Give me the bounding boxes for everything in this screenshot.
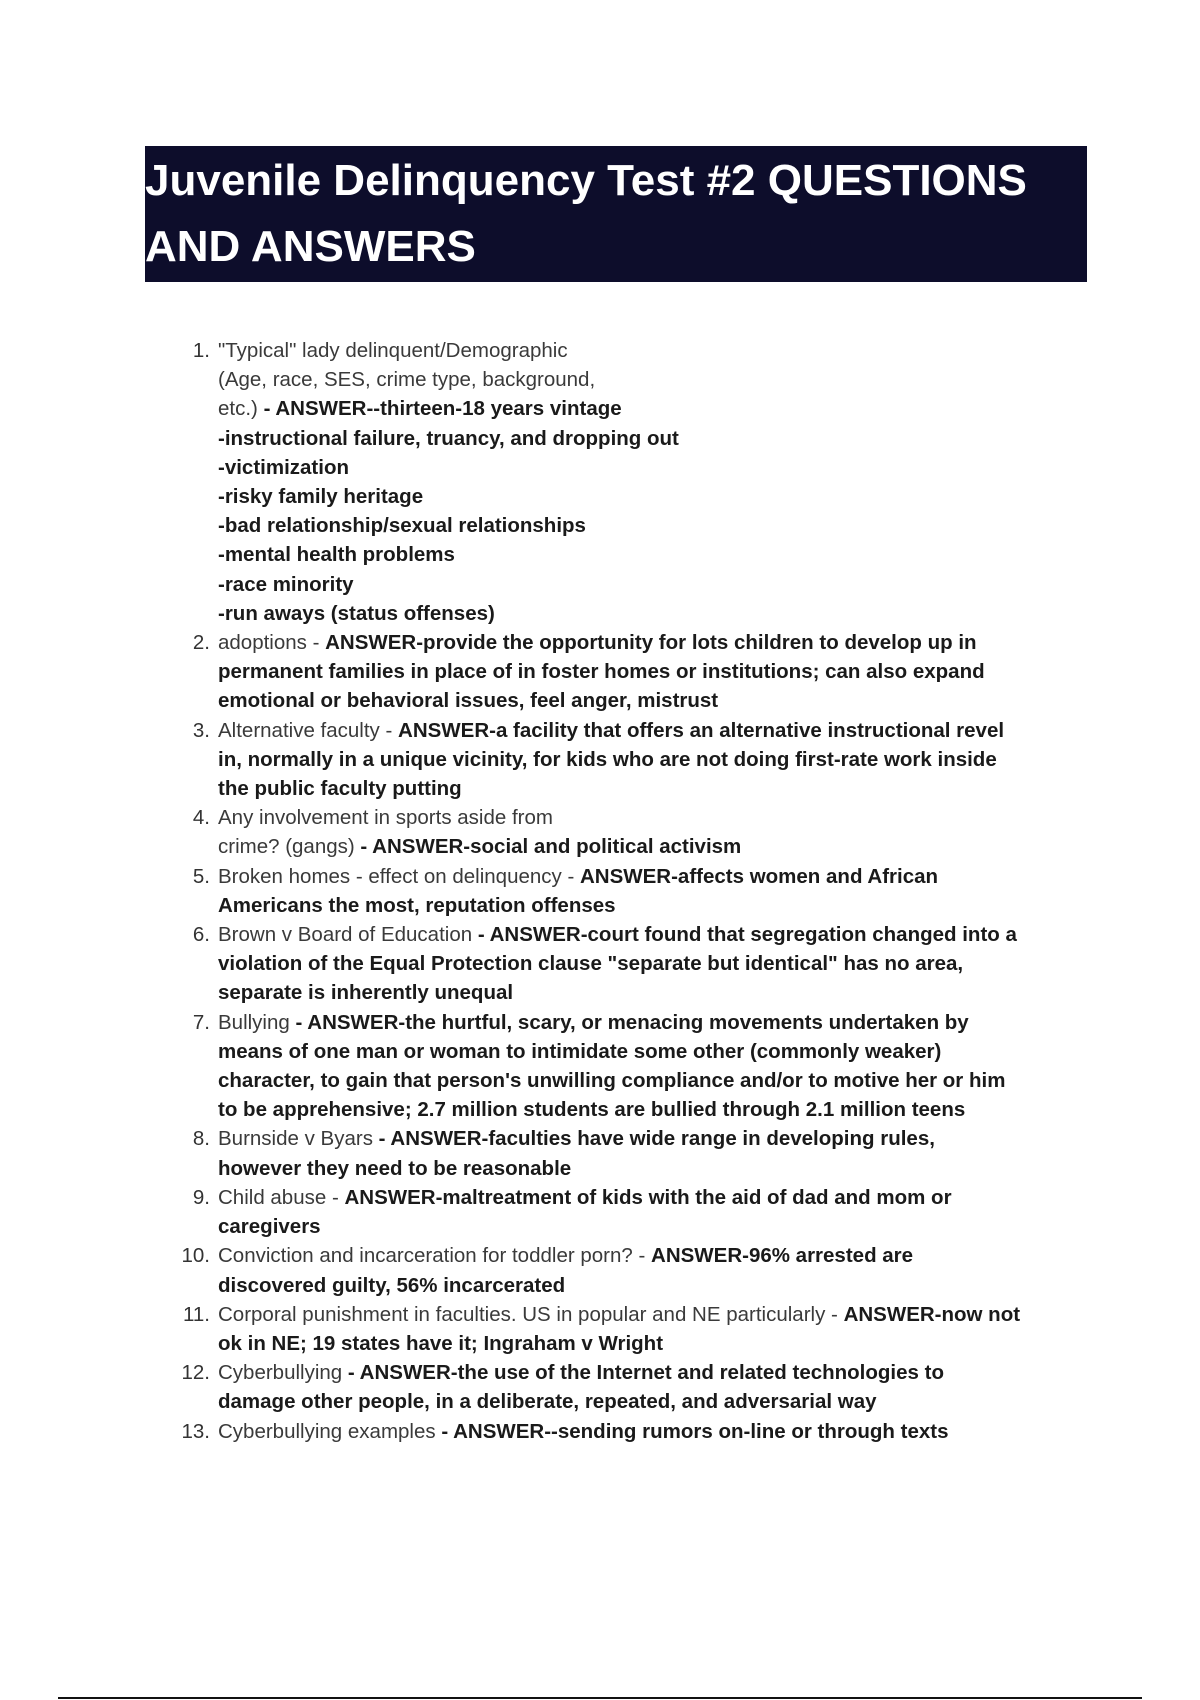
- question-text: (Age, race, SES, crime type, background,: [218, 368, 596, 392]
- answer-text: separate is inherently unequal: [218, 981, 514, 1005]
- question-text: Bullying: [218, 1010, 296, 1034]
- title-line-2: AND ANSWERS: [145, 222, 476, 271]
- answer-text: character, to gain that person's unwilling compliance and/or to motive her or him: [218, 1069, 1006, 1093]
- question-text: Brown v Board of Education: [218, 923, 478, 947]
- question-text: "Typical" lady delinquent/Demographic: [218, 339, 568, 362]
- answer-text: - ANSWER--thirteen-18 years vintage: [263, 397, 622, 421]
- answer-text: violation of the Equal Protection clause "separate but identical" has no area,: [218, 952, 964, 976]
- qa-item-4: [170, 803, 1090, 861]
- question-text: Child abuse -: [218, 1185, 345, 1209]
- answer-text: -instructional failure, truancy, and dropping out: [218, 426, 679, 450]
- question-text: Corporal punishment in faculties. US in popular and NE particularly -: [218, 1302, 844, 1326]
- answer-text: -bad relationship/sexual relationships: [218, 514, 586, 538]
- question-text: etc.): [218, 397, 264, 421]
- qa-item-7: [170, 1008, 1090, 1125]
- answer-text: in, normally in a unique vicinity, for kids who are not doing first-rate work inside: [218, 747, 997, 771]
- question-text: crime? (gangs): [218, 835, 361, 859]
- answer-text: to be apprehensive; 2.7 million students are bullied through 2.1 million teens: [218, 1098, 966, 1122]
- item-number: 13.: [181, 1419, 210, 1443]
- item-number: 3.: [192, 718, 210, 742]
- question-text: Broken homes - effect on delinquency -: [218, 864, 580, 888]
- qa-item-3: [170, 716, 1090, 804]
- answer-text: -risky family heritage: [218, 485, 424, 509]
- answer-text: - ANSWER-the hurtful, scary, or menacing movements undertaken by: [295, 1010, 969, 1034]
- answer-text: - ANSWER-social and political activism: [360, 835, 742, 859]
- answer-text: ANSWER-affects women and African: [580, 864, 939, 888]
- question-text: Conviction and incarceration for toddler porn? -: [218, 1244, 652, 1268]
- question-text: Alternative faculty -: [218, 718, 399, 742]
- answer-text: -race minority: [218, 572, 354, 596]
- qa-item-2: [170, 628, 1090, 716]
- footer-rule: [58, 1697, 1142, 1699]
- qa-item-12: [170, 1358, 1090, 1416]
- answer-text: ok in NE; 19 states have it; Ingraham v Wright: [218, 1331, 664, 1355]
- question-text: Burnside v Byars: [218, 1127, 379, 1151]
- answer-text: ANSWER-a facility that offers an alternative instructional revel: [398, 718, 1005, 742]
- answer-text: -victimization: [218, 455, 349, 479]
- qa-item-5: [170, 862, 1090, 920]
- qa-item-1: [170, 336, 1090, 628]
- item-number: 11.: [183, 1302, 210, 1326]
- item-number: 1.: [192, 339, 210, 362]
- item-number: 4.: [192, 806, 210, 830]
- qa-item-10: [170, 1241, 1090, 1299]
- question-text: Any involvement in sports aside from: [218, 806, 553, 830]
- question-text: adoptions -: [218, 631, 326, 655]
- answer-text: ANSWER-maltreatment of kids with the aid of dad and mom or: [344, 1185, 952, 1209]
- title-banner: [145, 146, 1087, 282]
- item-number: 5.: [192, 864, 210, 888]
- answer-text: caregivers: [218, 1215, 321, 1239]
- answer-text: Americans the most, reputation offenses: [218, 893, 616, 917]
- answer-text: permanent families in place of in foster homes or institutions; can also expand: [218, 660, 985, 684]
- answer-text: means of one man or woman to intimidate some other (commonly weaker): [218, 1039, 942, 1063]
- title-line-1: Juvenile Delinquency Test #2 QUESTIONS: [145, 156, 1027, 205]
- question-text: Cyberbullying examples: [218, 1419, 442, 1443]
- item-number: 9.: [192, 1185, 210, 1209]
- answer-text: ANSWER-now not: [843, 1302, 1021, 1326]
- item-number: 2.: [192, 631, 210, 655]
- item-number: 10.: [181, 1244, 210, 1268]
- page-title: [145, 148, 1087, 280]
- question-text: Cyberbullying: [218, 1361, 348, 1385]
- answer-text: however they need to be reasonable: [218, 1156, 572, 1180]
- qa-item-11: [170, 1300, 1090, 1358]
- item-number: 8.: [192, 1127, 210, 1151]
- answer-text: ANSWER-96% arrested are: [651, 1244, 914, 1268]
- answer-text: - ANSWER-faculties have wide range in developing rules,: [378, 1127, 935, 1151]
- qa-item-8: [170, 1124, 1090, 1182]
- item-number: 6.: [192, 923, 210, 947]
- qa-item-6: [170, 920, 1090, 1008]
- item-number: 7.: [192, 1010, 210, 1034]
- answer-text: - ANSWER--sending rumors on-line or through texts: [441, 1419, 949, 1443]
- answer-text: - ANSWER-court found that segregation changed into a: [477, 923, 1017, 947]
- answer-text: ANSWER-provide the opportunity for lots children to develop up in: [325, 631, 977, 655]
- qa-list: [170, 336, 1090, 1446]
- answer-text: discovered guilty, 56% incarcerated: [218, 1273, 566, 1297]
- answer-text: the public faculty putting: [218, 777, 462, 801]
- answer-text: damage other people, in a deliberate, repeated, and adversarial way: [218, 1390, 877, 1414]
- answer-text: -run aways (status offenses): [218, 601, 495, 625]
- answer-text: emotional or behavioral issues, feel anger, mistrust: [218, 689, 719, 713]
- qa-item-9: [170, 1183, 1090, 1241]
- qa-item-13: [170, 1417, 1090, 1446]
- answer-text: -mental health problems: [218, 543, 455, 567]
- item-number: 12.: [181, 1361, 210, 1385]
- answer-text: - ANSWER-the use of the Internet and related technologies to: [347, 1361, 944, 1385]
